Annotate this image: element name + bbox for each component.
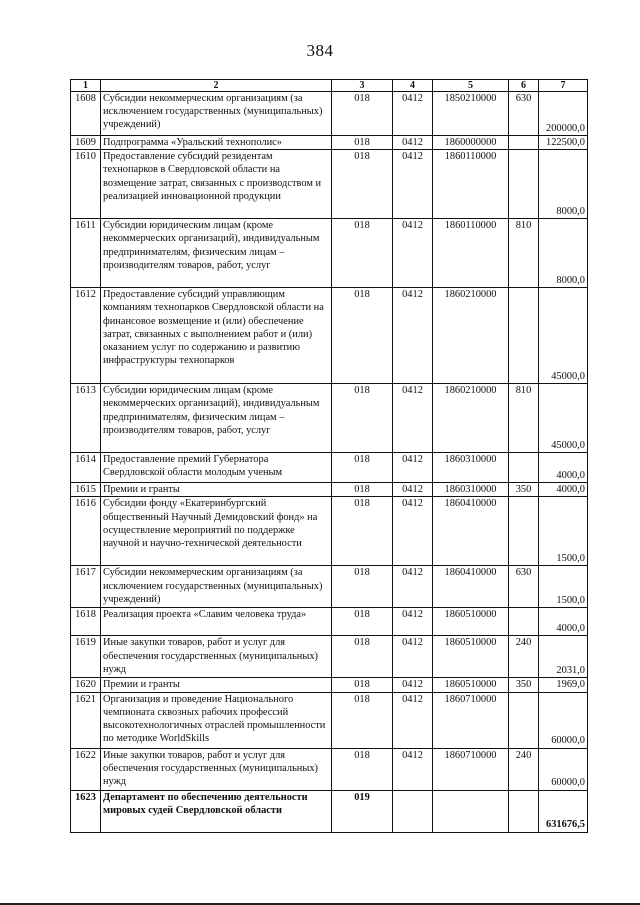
row-section-code: 0412	[393, 384, 433, 453]
row-chapter-code: 018	[332, 748, 393, 790]
row-number: 1609	[71, 136, 101, 150]
row-target-article: 1860710000	[433, 692, 509, 748]
row-amount: 60000,0	[539, 692, 588, 748]
row-target-article: 1860210000	[433, 384, 509, 453]
row-target-article	[433, 790, 509, 832]
row-amount: 1969,0	[539, 678, 588, 692]
row-name: Иные закупки товаров, работ и услуг для обеспечения государственных (муниципальных) нужд	[101, 748, 332, 790]
column-header: 1	[71, 80, 101, 92]
row-number: 1617	[71, 566, 101, 608]
row-expense-type	[509, 790, 539, 832]
row-expense-type	[509, 288, 539, 384]
row-section-code	[393, 790, 433, 832]
row-name: Субсидии некоммерческим организациям (за исключением государственных (муниципальных) учреждений)	[101, 92, 332, 136]
row-section-code: 0412	[393, 497, 433, 566]
row-amount: 8000,0	[539, 150, 588, 219]
table-row	[71, 748, 588, 790]
table-row	[71, 636, 588, 678]
row-expense-type	[509, 692, 539, 748]
row-amount: 8000,0	[539, 219, 588, 288]
row-expense-type: 810	[509, 219, 539, 288]
row-target-article: 1860110000	[433, 150, 509, 219]
row-expense-type: 630	[509, 92, 539, 136]
column-header: 7	[539, 80, 588, 92]
row-number: 1613	[71, 384, 101, 453]
table-body	[71, 92, 588, 833]
row-chapter-code: 018	[332, 483, 393, 497]
table-row	[71, 136, 588, 150]
row-section-code: 0412	[393, 636, 433, 678]
row-target-article: 1860510000	[433, 636, 509, 678]
table-row	[71, 288, 588, 384]
table-row	[71, 92, 588, 136]
row-target-article: 1860000000	[433, 136, 509, 150]
row-target-article: 1860510000	[433, 678, 509, 692]
row-amount: 60000,0	[539, 748, 588, 790]
row-name: Субсидии юридическим лицам (кроме некоммерческих организаций), индивидуальным предпринимателям, физическим лицам – производителям товаров, работ, услуг	[101, 219, 332, 288]
row-section-code: 0412	[393, 136, 433, 150]
row-expense-type	[509, 608, 539, 636]
row-name: Департамент по обеспечению деятельности мировых судей Свердловской области	[101, 790, 332, 832]
row-name: Премии и гранты	[101, 678, 332, 692]
row-expense-type: 630	[509, 566, 539, 608]
row-number: 1620	[71, 678, 101, 692]
row-number: 1623	[71, 790, 101, 832]
table-row	[71, 497, 588, 566]
row-chapter-code: 018	[332, 636, 393, 678]
row-expense-type: 240	[509, 636, 539, 678]
column-header: 2	[101, 80, 332, 92]
table-row	[71, 150, 588, 219]
row-expense-type	[509, 497, 539, 566]
row-chapter-code: 018	[332, 288, 393, 384]
row-section-code: 0412	[393, 453, 433, 483]
table-row	[71, 453, 588, 483]
row-chapter-code: 018	[332, 453, 393, 483]
row-chapter-code: 018	[332, 566, 393, 608]
row-chapter-code: 018	[332, 608, 393, 636]
row-section-code: 0412	[393, 219, 433, 288]
row-amount: 122500,0	[539, 136, 588, 150]
row-section-code: 0412	[393, 608, 433, 636]
row-chapter-code: 018	[332, 92, 393, 136]
row-number: 1621	[71, 692, 101, 748]
row-chapter-code: 018	[332, 219, 393, 288]
table-row	[71, 608, 588, 636]
table-row	[71, 790, 588, 832]
row-expense-type: 350	[509, 483, 539, 497]
row-name: Субсидии фонду «Екатеринбургский общественный Научный Демидовский фонд» на осуществление мероприятий по поддержке научной и научно-технической деятельности	[101, 497, 332, 566]
row-name: Организация и проведение Национального чемпионата сквозных рабочих профессий высокотехнологичных отраслей промышленности по методике WorldSkills	[101, 692, 332, 748]
table-row	[71, 384, 588, 453]
row-target-article: 1860310000	[433, 453, 509, 483]
column-header: 5	[433, 80, 509, 92]
row-amount: 4000,0	[539, 608, 588, 636]
row-section-code: 0412	[393, 150, 433, 219]
row-target-article: 1860710000	[433, 748, 509, 790]
row-chapter-code: 018	[332, 692, 393, 748]
row-name: Премии и гранты	[101, 483, 332, 497]
row-number: 1616	[71, 497, 101, 566]
row-target-article: 1860310000	[433, 483, 509, 497]
row-chapter-code: 018	[332, 678, 393, 692]
row-name: Реализация проекта «Славим человека труда»	[101, 608, 332, 636]
row-section-code: 0412	[393, 92, 433, 136]
row-expense-type	[509, 136, 539, 150]
row-amount: 631676,5	[539, 790, 588, 832]
row-chapter-code: 018	[332, 136, 393, 150]
row-number: 1619	[71, 636, 101, 678]
row-chapter-code: 018	[332, 497, 393, 566]
row-target-article: 1860210000	[433, 288, 509, 384]
row-name: Предоставление премий Губернатора Свердловской области молодым ученым	[101, 453, 332, 483]
row-amount: 1500,0	[539, 566, 588, 608]
table-row	[71, 678, 588, 692]
row-target-article: 1860110000	[433, 219, 509, 288]
row-section-code: 0412	[393, 566, 433, 608]
row-amount: 45000,0	[539, 288, 588, 384]
row-expense-type	[509, 453, 539, 483]
row-expense-type: 350	[509, 678, 539, 692]
row-name: Субсидии юридическим лицам (кроме некоммерческих организаций), индивидуальным предпринимателям, физическим лицам – производителям товаров, работ, услуг	[101, 384, 332, 453]
row-amount: 4000,0	[539, 453, 588, 483]
row-number: 1618	[71, 608, 101, 636]
row-number: 1610	[71, 150, 101, 219]
row-number: 1611	[71, 219, 101, 288]
row-amount: 45000,0	[539, 384, 588, 453]
row-amount: 2031,0	[539, 636, 588, 678]
row-section-code: 0412	[393, 288, 433, 384]
row-target-article: 1860510000	[433, 608, 509, 636]
row-number: 1622	[71, 748, 101, 790]
page-number: 384	[306, 41, 334, 60]
row-target-article: 1860410000	[433, 566, 509, 608]
row-target-article: 1850210000	[433, 92, 509, 136]
row-section-code: 0412	[393, 483, 433, 497]
row-chapter-code: 019	[332, 790, 393, 832]
row-chapter-code: 018	[332, 384, 393, 453]
row-expense-type: 810	[509, 384, 539, 453]
table-header-row	[71, 80, 588, 92]
row-amount: 4000,0	[539, 483, 588, 497]
budget-table	[70, 79, 588, 833]
row-expense-type	[509, 150, 539, 219]
row-section-code: 0412	[393, 748, 433, 790]
row-number: 1615	[71, 483, 101, 497]
row-name: Предоставление субсидий управляющим компаниям технопарков Свердловской области на финансовое возмещение и (или) обеспечение затрат, связанных с выполнением работ и (или) оказанием услуг по содержанию и развитию инфраструктуры технопарков	[101, 288, 332, 384]
row-number: 1614	[71, 453, 101, 483]
row-number: 1612	[71, 288, 101, 384]
table-row	[71, 219, 588, 288]
row-name: Подпрограмма «Уральский технополис»	[101, 136, 332, 150]
row-name: Субсидии некоммерческим организациям (за исключением государственных (муниципальных) учреждений)	[101, 566, 332, 608]
table-row	[71, 483, 588, 497]
row-number: 1608	[71, 92, 101, 136]
table-row	[71, 692, 588, 748]
row-section-code: 0412	[393, 678, 433, 692]
row-amount: 200000,0	[539, 92, 588, 136]
row-target-article: 1860410000	[433, 497, 509, 566]
column-header: 4	[393, 80, 433, 92]
table-row	[71, 566, 588, 608]
row-chapter-code: 018	[332, 150, 393, 219]
row-name: Иные закупки товаров, работ и услуг для обеспечения государственных (муниципальных) нужд	[101, 636, 332, 678]
row-expense-type: 240	[509, 748, 539, 790]
row-name: Предоставление субсидий резидентам технопарков в Свердловской области на возмещение затрат, связанных с производством и реализацией инновационной продукции	[101, 150, 332, 219]
column-header: 3	[332, 80, 393, 92]
row-section-code: 0412	[393, 692, 433, 748]
column-header: 6	[509, 80, 539, 92]
row-amount: 1500,0	[539, 497, 588, 566]
